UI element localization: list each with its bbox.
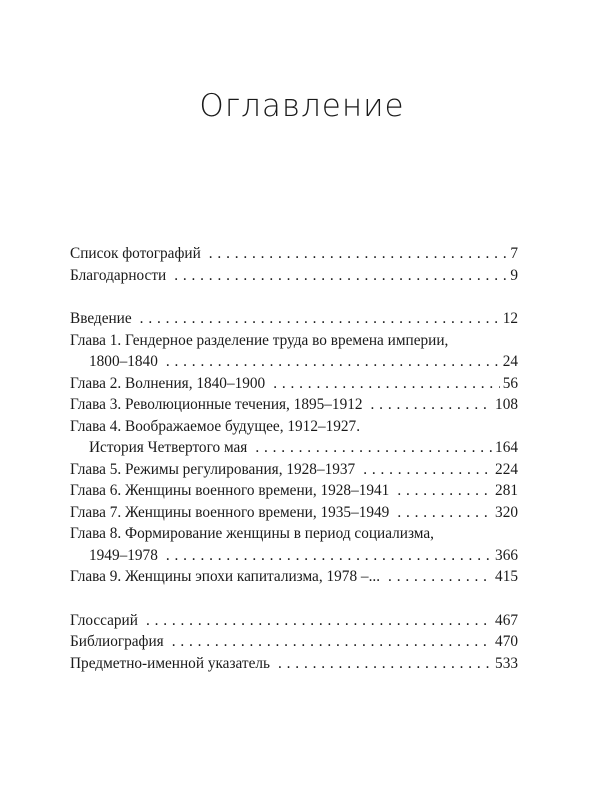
- toc-entry-label: Библиография: [70, 633, 164, 650]
- toc-entry-chapter-8[interactable]: [70, 523, 518, 566]
- toc-entry-introduction[interactable]: [70, 308, 518, 330]
- section-gap: [70, 286, 518, 308]
- toc-leader-dots: [174, 265, 507, 287]
- toc-leader-dots: [172, 631, 492, 653]
- toc-page-number: 9: [510, 266, 518, 284]
- toc-entry-acknowledgments[interactable]: [70, 265, 518, 287]
- toc-leader-dots: [166, 351, 500, 373]
- toc-page-number: 467: [495, 611, 518, 629]
- toc-page-number: 7: [510, 245, 518, 262]
- toc-entry-title-line: Глава 1. Гендерное разделение труда во времена империи,: [70, 331, 449, 349]
- toc-entry-chapter-6[interactable]: [70, 480, 518, 502]
- toc-entry-index[interactable]: [70, 653, 518, 675]
- toc-page-number: 12: [502, 310, 518, 327]
- toc-entry-label: Глава 7. Женщины военного времени, 1935–1949: [70, 503, 390, 521]
- toc-entry-label: История Четвертого мая: [89, 439, 248, 456]
- toc-page-number: 56: [502, 374, 518, 392]
- toc-leader-dots: [388, 566, 492, 588]
- toc-leader-dots: [278, 653, 492, 675]
- toc-entry-chapter-3[interactable]: [70, 394, 518, 416]
- section-gap: [70, 588, 518, 610]
- toc-page-number: 470: [495, 633, 518, 650]
- toc-entry-title-line: Глава 4. Воображаемое будущее, 1912–1927.: [70, 417, 361, 435]
- toc-entry-label: Глоссарий: [70, 611, 138, 629]
- toc-leader-dots: [140, 308, 500, 330]
- toc-leader-dots: [397, 480, 492, 502]
- toc-page-number: 224: [495, 460, 518, 478]
- toc-entry-chapter-2[interactable]: [70, 373, 518, 395]
- toc-entry-bibliography[interactable]: [70, 631, 518, 653]
- toc-entry-label: 1800–1840: [89, 353, 158, 370]
- toc-page-number: 108: [495, 396, 518, 413]
- toc-entry-glossary[interactable]: [70, 610, 518, 632]
- toc-entry-label: Глава 9. Женщины эпохи капитализма, 1978 –...: [70, 568, 381, 585]
- toc-entry-label: Благодарности: [70, 266, 167, 284]
- toc-leader-dots: [209, 243, 508, 265]
- toc-page-number: 281: [495, 482, 518, 499]
- toc-leader-dots: [273, 373, 500, 395]
- toc-entry-title-line: Глава 8. Формирование женщины в период социализма,: [70, 525, 434, 542]
- toc-page-number: 415: [495, 568, 518, 585]
- toc-page-number: 24: [502, 353, 518, 370]
- toc-entry-label: Глава 3. Революционные течения, 1895–1912: [70, 396, 363, 413]
- toc-entry-label: Введение: [70, 310, 132, 327]
- page-title: Оглавление: [199, 88, 405, 124]
- toc-entry-label: Глава 2. Волнения, 1840–1900: [70, 374, 266, 392]
- toc-page-number: 320: [495, 503, 518, 521]
- toc-entry-label: Глава 6. Женщины военного времени, 1928–1941: [70, 482, 390, 499]
- toc-entry-label: Глава 5. Режимы регулирования, 1928–1937: [70, 460, 356, 478]
- toc-leader-dots: [363, 459, 492, 481]
- toc-page-number: 366: [495, 546, 518, 564]
- toc-entry-chapter-5[interactable]: [70, 459, 518, 481]
- toc-page-number: 533: [495, 654, 518, 672]
- toc-leader-dots: [397, 502, 492, 524]
- table-of-contents: [70, 243, 518, 674]
- toc-leader-dots: [371, 394, 493, 416]
- toc-entry-chapter-7[interactable]: [70, 502, 518, 524]
- toc-entry-label: Список фотографий: [70, 245, 201, 262]
- toc-leader-dots: [166, 545, 492, 567]
- toc-leader-dots: [146, 610, 492, 632]
- toc-entry-label: Предметно-именной указатель: [70, 654, 270, 672]
- toc-entry-chapter-4[interactable]: [70, 416, 518, 459]
- toc-entry-chapter-9[interactable]: [70, 566, 518, 588]
- toc-entry-label: 1949–1978: [89, 546, 158, 564]
- toc-entry-photos[interactable]: [70, 243, 518, 265]
- toc-entry-chapter-1[interactable]: [70, 330, 518, 373]
- toc-leader-dots: [255, 437, 492, 459]
- toc-page-number: 164: [495, 439, 518, 456]
